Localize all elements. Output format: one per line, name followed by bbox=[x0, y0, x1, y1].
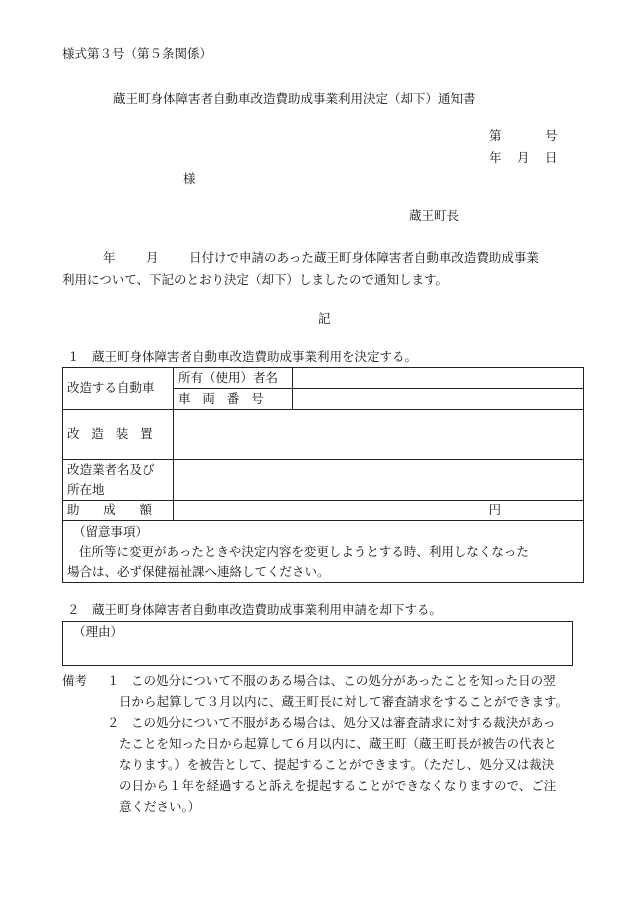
body-line-1: 日付けで申請のあった蔵王町身体障害者自動車改造費助成事業 bbox=[189, 250, 539, 265]
body-line-2: 利用について、下記のとおり決定（却下）しましたので通知します。 bbox=[62, 272, 449, 287]
body-month: 月 bbox=[146, 250, 159, 265]
remark-2-number: ２ bbox=[107, 715, 120, 730]
notes-cell bbox=[63, 520, 584, 582]
form-number: 様式第３号（第５条関係） bbox=[62, 46, 213, 61]
owner-label: 所有（使用）者名 bbox=[174, 368, 293, 389]
plate-label: 車両番号 bbox=[174, 389, 293, 410]
remark-1-number: １ bbox=[107, 673, 120, 688]
section2-heading: ２ 蔵王町身体障害者自動車改造費助成事業利用申請を却下する。 bbox=[67, 602, 443, 617]
date-year: 年 bbox=[489, 150, 502, 165]
owner-value bbox=[293, 368, 584, 389]
vehicle-label: 改造する自動車 bbox=[63, 368, 174, 410]
date-day: 日 bbox=[545, 150, 558, 165]
amount-label: 助成額 bbox=[63, 501, 174, 521]
notes-title: （留意事項） bbox=[73, 523, 149, 539]
notes-line-1: 住所等に変更があったときや決定内容を変更しようとする時、利用しなくなった bbox=[79, 543, 529, 559]
remarks-label: 備考 bbox=[62, 673, 88, 688]
device-label: 改造装置 bbox=[63, 410, 174, 460]
vendor-label: 改造業者名及び 所在地 bbox=[63, 460, 174, 501]
ki-marker: 記 bbox=[318, 311, 331, 326]
document-title: 蔵王町身体障害者自動車改造費助成事業利用決定（却下）通知書 bbox=[113, 91, 476, 106]
sender-name: 蔵王町長 bbox=[409, 208, 460, 223]
remark-2-line-5: 意ください。） bbox=[119, 799, 201, 814]
document-number-suffix: 号 bbox=[545, 128, 558, 143]
remark-1-line-2: 日から起算して３月以内に、蔵王町長に対して審査請求をすることができます。 bbox=[119, 694, 569, 709]
section1-heading: １ 蔵王町身体障害者自動車改造費助成事業利用を決定する。 bbox=[67, 349, 418, 364]
remark-2-line-1: この処分について不服がある場合は、処分又は審査請求に対する裁決があっ bbox=[131, 715, 556, 730]
plate-value bbox=[293, 389, 584, 410]
vendor-value bbox=[174, 460, 584, 501]
yen-unit: 円 bbox=[488, 502, 501, 517]
recipient-suffix: 様 bbox=[183, 171, 196, 186]
remark-2-line-2: たことを知った日から起算して６月以内に、蔵王町（蔵王町長が被告の代表と bbox=[119, 736, 557, 751]
remark-1-line-1: この処分について不服のある場合は、この処分があったことを知った日の翌 bbox=[131, 673, 556, 688]
date-month: 月 bbox=[517, 150, 530, 165]
amount-value bbox=[174, 501, 584, 521]
reason-label: （理由） bbox=[73, 624, 124, 639]
device-value bbox=[174, 410, 584, 460]
remark-2-line-4: の日から１年を経過すると訴えを提起することができなくなりますので、ご注 bbox=[119, 778, 557, 793]
body-year: 年 bbox=[103, 250, 116, 265]
remark-2-line-3: なります。）を被告として、提起することができます。（ただし、処分又は裁決 bbox=[119, 757, 555, 772]
reason-box bbox=[62, 621, 573, 666]
decision-table bbox=[62, 367, 584, 583]
document-number-prefix: 第 bbox=[489, 128, 502, 143]
notes-line-2: 場合は、必ず保健福祉課へ連絡してください。 bbox=[67, 563, 330, 579]
